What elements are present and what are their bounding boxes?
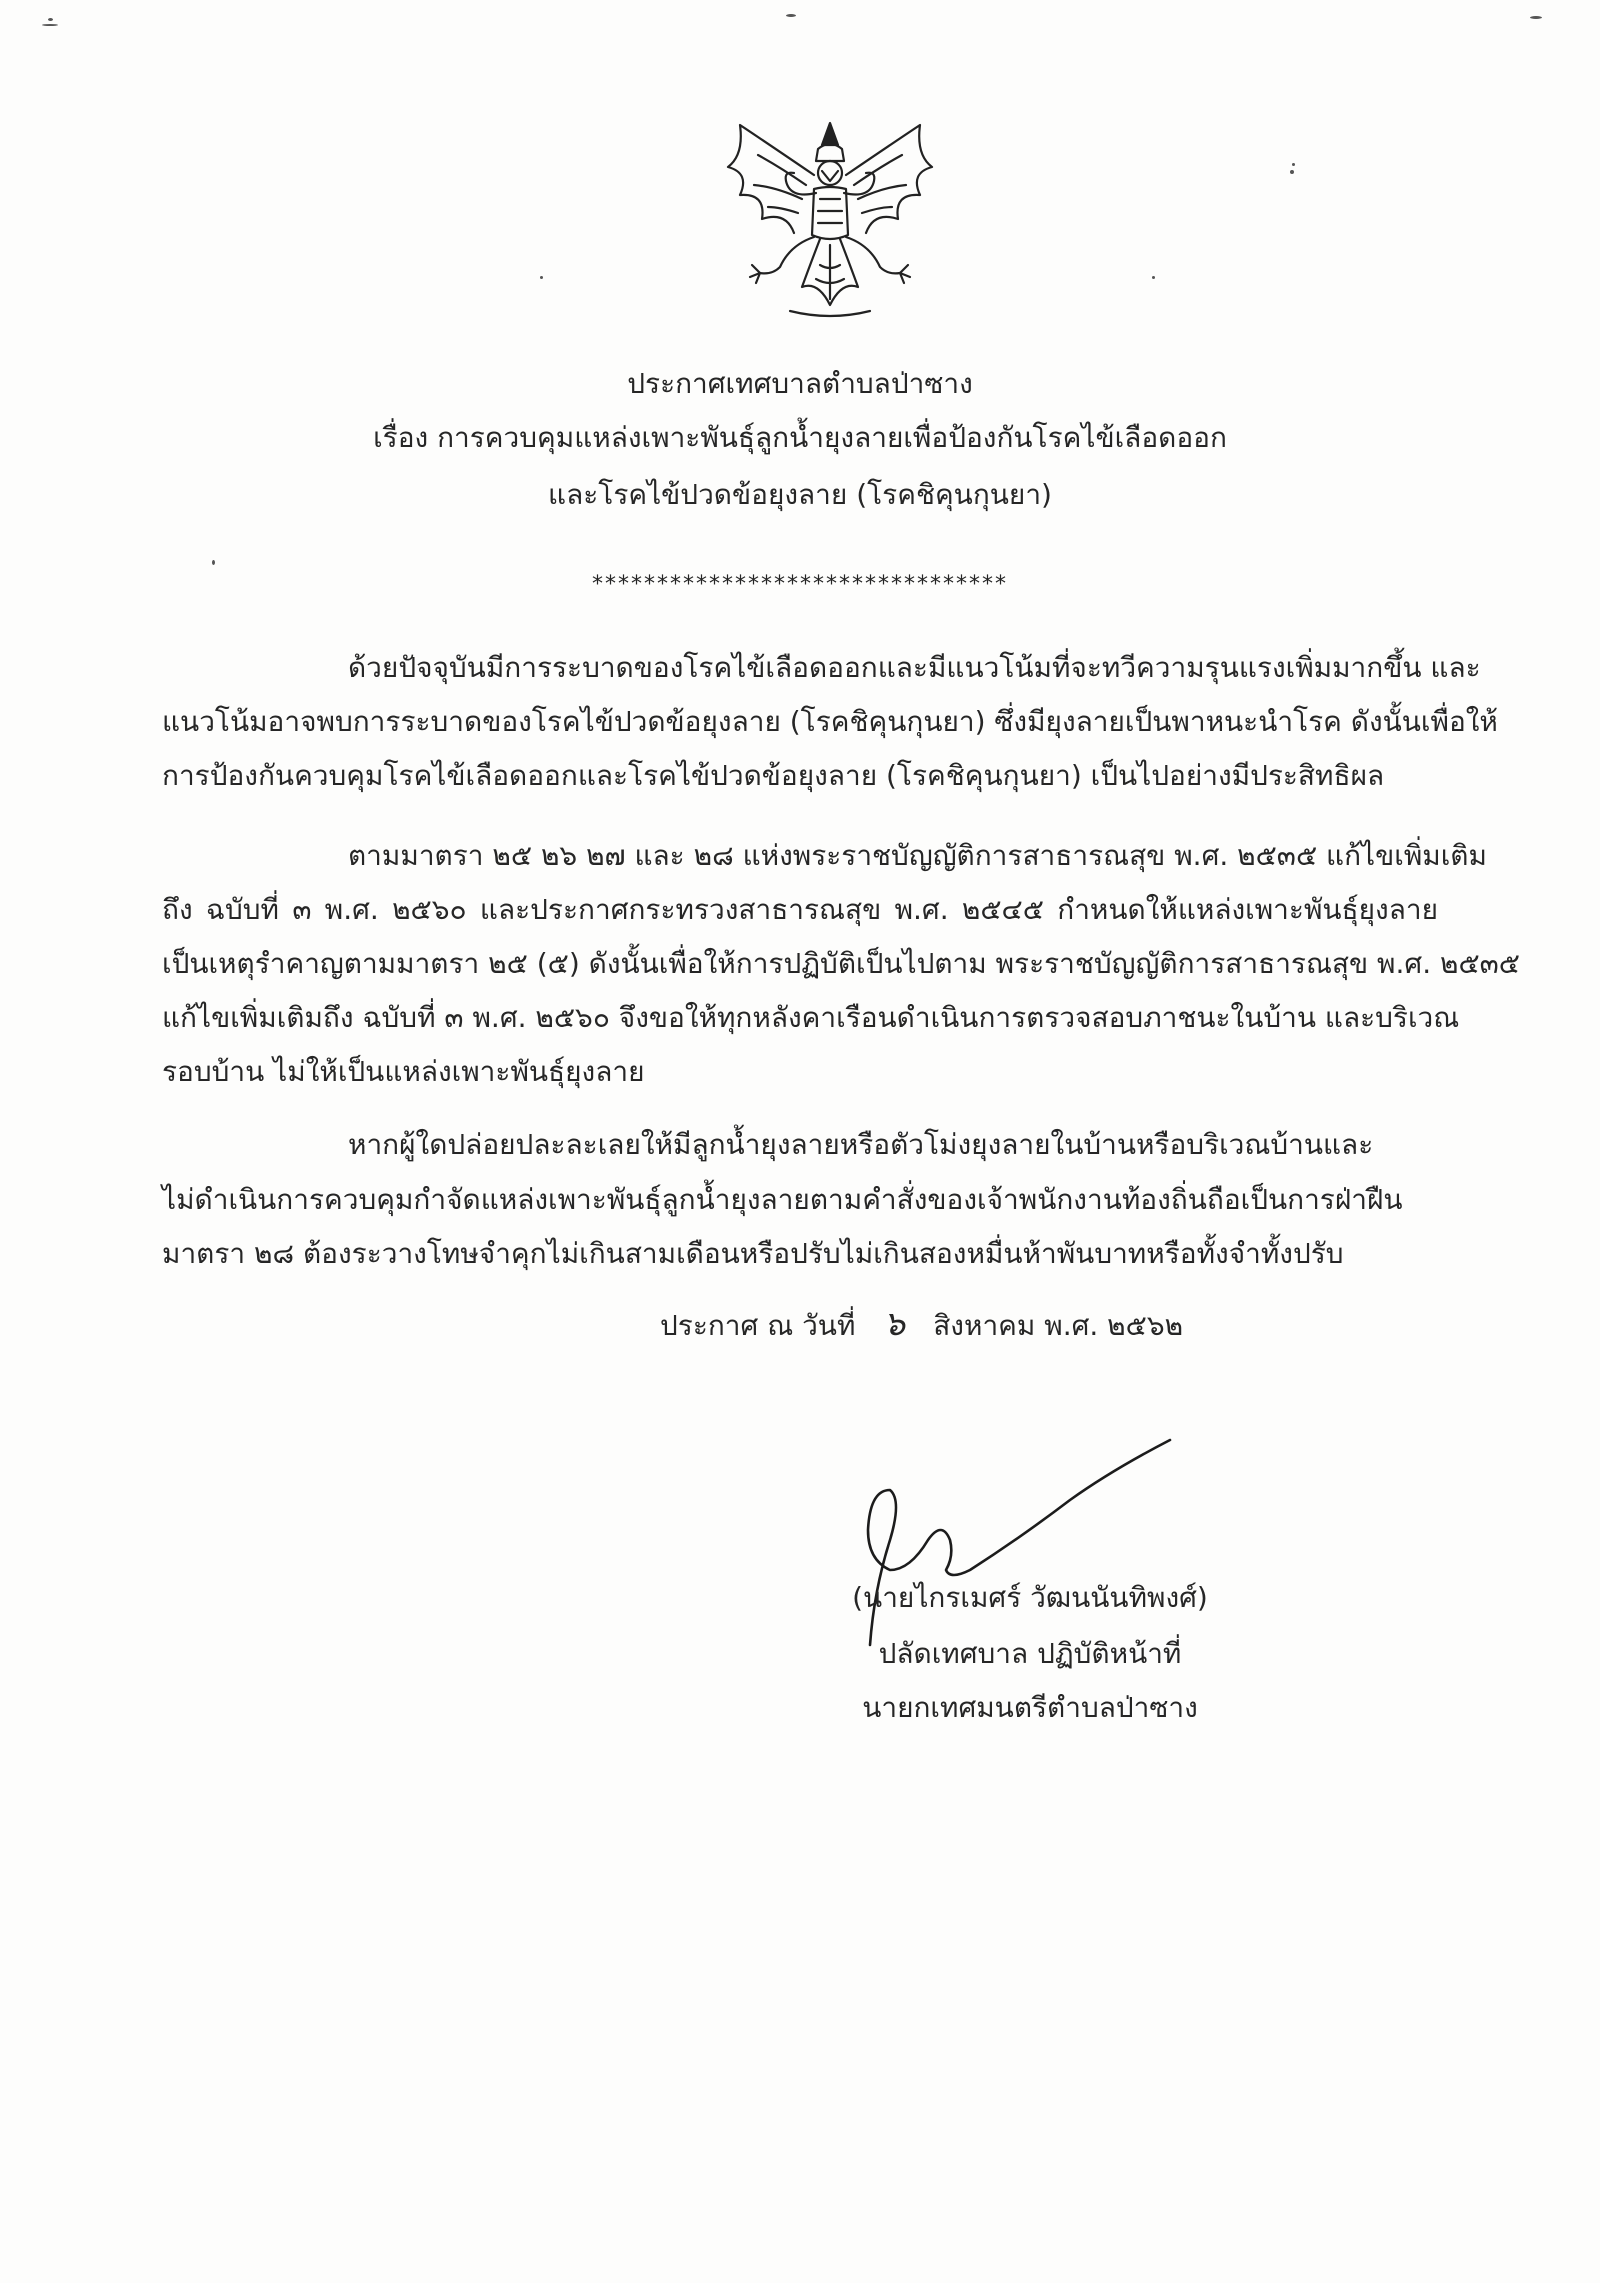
paragraph-2-line-1: ตามมาตรา ๒๕ ๒๖ ๒๗ และ ๒๘ แห่งพระราชบัญญัติการสาธารณสุข พ.ศ. ๒๕๓๕ แก้ไขเพิ่มเติม <box>348 839 1487 872</box>
scan-speck <box>1530 16 1542 19</box>
scan-speck <box>786 14 796 17</box>
paragraph-2-line-5: รอบบ้าน ไม่ให้เป็นแหล่งเพาะพันธุ์ยุงลาย <box>162 1055 645 1088</box>
date-day-handwritten: ๖ <box>883 1304 906 1344</box>
scan-speck <box>42 24 58 26</box>
signatory-position-2: นายกเทศมนตรีตำบลป่าซาง <box>862 1691 1198 1724</box>
date-prefix: ประกาศ ณ วันที่ <box>660 1309 856 1342</box>
separator: ******************************** <box>592 572 1008 597</box>
subject-line-2: และโรคไข้ปวดข้อยุงลาย (โรคชิคุนกุนยา) <box>548 478 1052 511</box>
paragraph-3-line-2: ไม่ดำเนินการควบคุมกำจัดแหล่งเพาะพันธุ์ลูกน้ำยุงลายตามคำสั่งของเจ้าพนักงานท้องถิ่นถือเป็นการฝ่าฝืน <box>162 1183 1403 1216</box>
paragraph-3-line-1: หากผู้ใดปล่อยปละละเลยให้มีลูกน้ำยุงลายหรือตัวโม่งยุงลายในบ้านหรือบริเวณบ้านและ <box>348 1128 1374 1161</box>
scan-speck <box>1292 163 1295 166</box>
paragraph-1-line-1: ด้วยปัจจุบันมีการระบาดของโรคไข้เลือดออกและมีแนวโน้มที่จะทวีความรุนแรงเพิ่มมากขึ้น และ <box>348 651 1481 684</box>
signatory-name: (นายไกรเมศร์ วัฒนนันทิพงศ์) <box>852 1581 1208 1614</box>
scan-speck <box>1152 276 1155 279</box>
date-line <box>660 1304 1183 1346</box>
signatory-position-1: ปลัดเทศบาล ปฏิบัติหน้าที่ <box>878 1637 1182 1670</box>
paragraph-2-line-4: แก้ไขเพิ่มเติมถึง ฉบับที่ ๓ พ.ศ. ๒๕๖๐ จึงขอให้ทุกหลังคาเรือนดำเนินการตรวจสอบภาชนะในบ้าน และบริเวณ <box>162 1001 1460 1034</box>
garuda-emblem-icon <box>710 115 950 325</box>
handwritten-signature <box>850 1420 1190 1660</box>
scan-speck <box>1290 170 1294 174</box>
paragraph-3-line-3: มาตรา ๒๘ ต้องระวางโทษจำคุกไม่เกินสามเดือนหรือปรับไม่เกินสองหมื่นห้าพันบาทหรือทั้งจำทั้งปรับ <box>162 1237 1344 1270</box>
paragraph-1-line-3: การป้องกันควบคุมโรคไข้เลือดออกและโรคไข้ปวดข้อยุงลาย (โรคชิคุนกุนยา) เป็นไปอย่างมีประสิทธิผล <box>162 759 1385 792</box>
scan-speck <box>48 18 53 21</box>
date-suffix: สิงหาคม พ.ศ. ๒๕๖๒ <box>933 1309 1184 1342</box>
announcement-title: ประกาศเทศบาลตำบลป่าซาง <box>627 367 973 400</box>
subject-line-1: เรื่อง การควบคุมแหล่งเพาะพันธุ์ลูกน้ำยุงลายเพื่อป้องกันโรคไข้เลือดออก <box>373 421 1227 454</box>
scan-speck <box>540 276 543 279</box>
paragraph-2-line-3: เป็นเหตุรำคาญตามมาตรา ๒๕ (๕) ดังนั้นเพื่อให้การปฏิบัติเป็นไปตาม พระราชบัญญัติการสาธารณสุข พ.ศ. ๒๕๓๕ <box>162 947 1520 980</box>
paragraph-2-line-2: ถึง ฉบับที่ ๓ พ.ศ. ๒๕๖๐ และประกาศกระทรวงสาธารณสุข พ.ศ. ๒๕๔๕ กำหนดให้แหล่งเพาะพันธุ์ยุงลาย <box>162 893 1438 926</box>
paragraph-1-line-2: แนวโน้มอาจพบการระบาดของโรคไข้ปวดข้อยุงลาย (โรคชิคุนกุนยา) ซึ่งมียุงลายเป็นพาหนะนำโรค ดังนั้นเพื่อให้ <box>162 705 1498 738</box>
